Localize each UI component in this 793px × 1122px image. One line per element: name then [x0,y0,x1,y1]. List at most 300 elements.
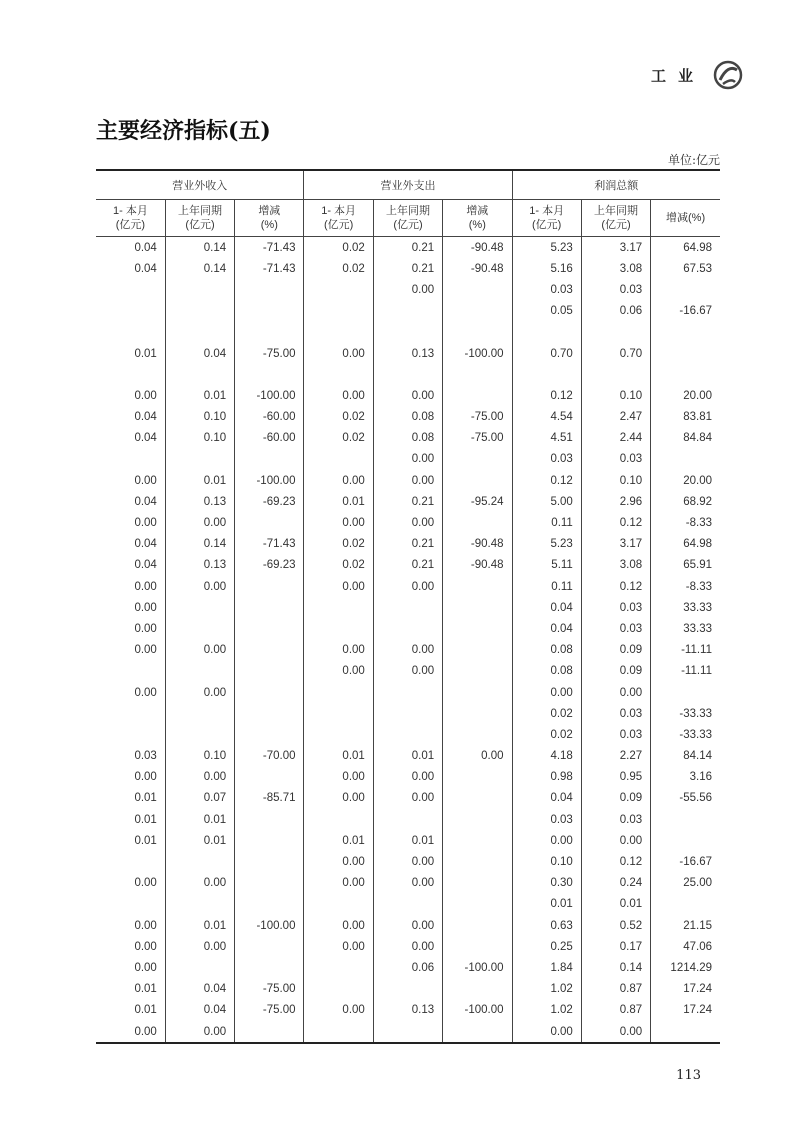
table-cell: 0.03 [134,750,157,763]
table-cell [443,618,512,639]
table-cell: 0.00 [304,470,373,491]
table-cell: 0.01 [134,983,157,996]
column-header [304,200,373,237]
table-row [96,576,720,597]
table-row [96,279,720,300]
table-cell [235,597,304,618]
table-cell: 0.17 [581,936,650,957]
column-header-line: 上年同期 [385,205,430,217]
table-cell [373,724,442,745]
table-cell [235,830,304,851]
table-cell: 0.01 [304,746,373,767]
table-cell: 0.01 [134,792,157,805]
table-cell: 0.04 [134,495,157,508]
table-cell: 0.00 [373,512,442,533]
section-header [651,60,743,90]
table-cell: 0.00 [134,961,157,974]
table-cell [165,661,234,682]
table-row [96,894,720,915]
table-cell: -75.00 [235,1000,304,1021]
table-cell [443,512,512,533]
table-cell: 0.70 [512,343,581,364]
table-cell: 0.00 [165,640,234,661]
table-cell: 0.00 [304,936,373,957]
table-cell: 0.00 [373,449,442,470]
table-row [96,428,720,449]
table-cell: 0.03 [512,449,581,470]
table-cell [443,788,512,809]
table-cell: -69.23 [235,491,304,512]
table-cell [443,809,512,830]
table-cell [165,851,234,872]
table-cell: 0.14 [165,258,234,279]
table-cell: 0.00 [373,873,442,894]
table-cell: 0.08 [512,640,581,661]
table-cell: 0.01 [134,813,157,826]
table-cell: 0.00 [373,470,442,491]
table-cell: 0.00 [512,682,581,703]
table-cell [165,301,234,322]
page-title: 主要经济指标(五) [96,118,271,144]
table-cell: 0.00 [373,385,442,406]
column-header [443,200,512,237]
table-cell: -75.00 [443,428,512,449]
table-cell: 0.24 [581,873,650,894]
table-cell: 0.00 [165,682,234,703]
table-cell: 0.00 [304,1000,373,1021]
table-cell [651,279,720,300]
table-cell: -95.24 [443,491,512,512]
table-cell [235,449,304,470]
table-cell: 0.09 [581,640,650,661]
table-cell [235,851,304,872]
table-cell [165,618,234,639]
table-cell [373,703,442,724]
table-cell: 0.08 [373,407,442,428]
table-cell [96,322,165,343]
table-cell [235,767,304,788]
table-cell: -100.00 [235,915,304,936]
column-header [373,200,442,237]
table-cell [651,343,720,364]
table-cell: 1.02 [512,1000,581,1021]
table-cell: 0.14 [165,534,234,555]
table-cell: 0.00 [304,915,373,936]
table-cell [651,809,720,830]
table-row [96,851,720,872]
table-cell: 0.04 [165,979,234,1000]
table-cell [304,894,373,915]
table-row [96,555,720,576]
table-cell: 0.01 [304,491,373,512]
table-cell: 0.00 [134,474,157,487]
table-cell: 0.00 [373,767,442,788]
table-cell: 64.98 [651,237,720,259]
table-cell: 2.47 [581,407,650,428]
table-cell [235,364,304,385]
table-cell: -90.48 [443,555,512,576]
table-cell: 0.01 [134,347,157,360]
table-cell: 0.11 [512,576,581,597]
table-cell: 0.04 [134,411,157,424]
table-cell: -90.48 [443,258,512,279]
table-cell: 3.17 [581,237,650,259]
table-cell: -100.00 [443,957,512,978]
table-cell [235,512,304,533]
table-cell: 0.03 [581,724,650,745]
table-cell: 0.00 [134,771,157,784]
table-cell: 0.01 [165,915,234,936]
column-header-line: (亿元) [323,219,354,231]
table-cell [443,936,512,957]
table-cell: 83.81 [651,407,720,428]
table-cell: 0.03 [581,449,650,470]
table-cell: 0.00 [443,746,512,767]
table-cell: -75.00 [235,979,304,1000]
table-cell: 0.21 [373,258,442,279]
table-cell: -75.00 [443,407,512,428]
column-header [235,200,304,237]
table-cell: 0.12 [581,512,650,533]
table-cell: 0.01 [134,1004,157,1017]
table-cell [443,851,512,872]
table-cell [235,661,304,682]
table-cell [235,703,304,724]
table-cell: 0.00 [134,686,157,699]
table-cell: 20.00 [651,385,720,406]
table-cell [96,851,165,872]
table-row [96,597,720,618]
table-cell [165,449,234,470]
table-cell [373,894,442,915]
table-cell: 67.53 [651,258,720,279]
table-cell: -71.43 [235,258,304,279]
table-cell [443,979,512,1000]
table-cell [443,873,512,894]
table-cell: 0.03 [581,597,650,618]
table-cell: 0.02 [304,428,373,449]
table-cell [165,703,234,724]
table-cell: 0.00 [134,877,157,890]
column-header-line: (亿元) [185,219,215,231]
table-cell [235,682,304,703]
table-cell: 0.00 [165,873,234,894]
table-cell: 0.00 [134,622,157,635]
table-cell: 0.00 [581,830,650,851]
table-cell: 0.00 [304,851,373,872]
column-header [512,200,581,237]
table-cell: 0.01 [304,830,373,851]
table-row [96,534,720,555]
table-cell [443,364,512,385]
table-cell: 0.12 [581,576,650,597]
table-cell: 4.18 [512,746,581,767]
table-cell: 0.00 [512,830,581,851]
table-row [96,237,720,259]
table-row [96,661,720,682]
table-cell [96,894,165,915]
table-cell: 0.00 [373,851,442,872]
table-cell: 0.00 [304,661,373,682]
table-cell: 0.21 [373,534,442,555]
table-cell [373,597,442,618]
column-header-line: (%) [468,219,486,231]
table-cell [165,894,234,915]
table-cell [443,301,512,322]
table-cell [443,682,512,703]
table-cell: 21.15 [651,915,720,936]
table-cell [373,364,442,385]
table-cell: 0.13 [373,343,442,364]
table-cell: 4.51 [512,428,581,449]
table-cell [165,724,234,745]
table-cell [443,279,512,300]
table-cell [304,618,373,639]
table-cell: 84.14 [651,746,720,767]
table-cell: -55.56 [651,788,720,809]
group-header-nonoperating-income: 营业外收入 [96,170,304,200]
indicator-table [96,169,720,1044]
table-row [96,301,720,322]
table-row [96,746,720,767]
table-cell: 0.00 [512,1021,581,1043]
column-header-line: (亿元) [115,219,146,231]
table-cell: 1.02 [512,979,581,1000]
table-cell [373,301,442,322]
table-cell [235,279,304,300]
table-cell [373,682,442,703]
table-cell: 5.23 [512,534,581,555]
table-row [96,830,720,851]
table-cell: -85.71 [235,788,304,809]
table-cell: 2.44 [581,428,650,449]
table-cell: 5.16 [512,258,581,279]
column-header [581,200,650,237]
table-cell: -71.43 [235,237,304,259]
table-cell: 0.01 [512,894,581,915]
table-cell [304,809,373,830]
section-label: 工业 [650,66,705,85]
table-cell [373,979,442,1000]
table-row [96,364,720,385]
table-cell: 25.00 [651,873,720,894]
table-cell: 1.84 [512,957,581,978]
table-cell: -100.00 [443,1000,512,1021]
table-row [96,703,720,724]
table-row [96,491,720,512]
table-cell: 0.04 [165,1000,234,1021]
table-cell: 0.07 [165,788,234,809]
table-row [96,258,720,279]
table-cell: 0.98 [512,767,581,788]
table-cell [443,894,512,915]
table-cell: 0.87 [581,979,650,1000]
table-cell: 0.14 [581,957,650,978]
table-cell [651,682,720,703]
table-cell: 3.16 [651,767,720,788]
table-cell: -8.33 [651,512,720,533]
table-cell: 0.06 [373,957,442,978]
column-header-line: 上年同期 [177,205,222,217]
table-cell: 47.06 [651,936,720,957]
table-cell: 0.10 [165,428,234,449]
table-row [96,682,720,703]
group-header-total-profit: 利润总额 [512,170,720,200]
table-cell [235,301,304,322]
table-cell: 0.21 [373,555,442,576]
table-cell [304,724,373,745]
table-cell: 0.04 [165,343,234,364]
table-cell: 0.00 [581,682,650,703]
column-header-line: 1- 本月 [321,205,357,217]
group-header-row [96,170,720,200]
table-cell [304,703,373,724]
unit-label: 单位:亿元 [667,153,720,167]
table-cell [165,279,234,300]
table-cell: 0.00 [373,915,442,936]
table-cell [443,385,512,406]
table-cell: -11.11 [651,640,720,661]
table-row [96,1000,720,1021]
table-cell [581,322,650,343]
table-cell [304,279,373,300]
table-cell [96,301,165,322]
table-cell: 0.25 [512,936,581,957]
table-cell: -33.33 [651,724,720,745]
table-row [96,788,720,809]
table-cell [304,449,373,470]
table-cell: 1214.29 [651,957,720,978]
table-cell: 33.33 [651,618,720,639]
table-cell [235,724,304,745]
table-row [96,873,720,894]
table-cell [235,322,304,343]
column-header-line: 1- 本月 [112,205,148,217]
table-row [96,470,720,491]
table-cell: 0.04 [134,241,157,254]
table-cell: -16.67 [651,851,720,872]
table-cell: 0.03 [512,809,581,830]
table-cell: 0.08 [373,428,442,449]
table-cell [443,597,512,618]
table-cell: 0.04 [134,559,157,572]
column-header [96,200,165,237]
table-cell [235,618,304,639]
table-cell [304,322,373,343]
table-cell [443,322,512,343]
table-cell: 0.00 [304,873,373,894]
table-cell: 0.01 [581,894,650,915]
table-cell [235,873,304,894]
table-cell: 0.00 [96,1021,165,1043]
column-header-line: (亿元) [393,219,423,231]
table-cell: -60.00 [235,407,304,428]
table-cell: 0.03 [512,279,581,300]
column-header-line: (亿元) [601,219,631,231]
table-cell: 0.13 [373,1000,442,1021]
table-cell [651,322,720,343]
table-body [96,237,720,1044]
table-cell: 0.00 [165,936,234,957]
table-cell [304,597,373,618]
table-cell: 0.00 [373,661,442,682]
group-header-nonoperating-expense: 营业外支出 [304,170,512,200]
table-cell [96,449,165,470]
table-cell: 0.12 [512,385,581,406]
table-row [96,512,720,533]
table-cell [443,915,512,936]
table-cell: 64.98 [651,534,720,555]
table-cell: 84.84 [651,428,720,449]
table-cell: -33.33 [651,703,720,724]
table-cell: 0.00 [165,1021,234,1043]
table-cell: 0.30 [512,873,581,894]
table-cell: 0.01 [165,385,234,406]
column-header-line: 增减 [466,205,489,217]
table-cell: 17.24 [651,979,720,1000]
table-cell: 0.10 [165,407,234,428]
table-row [96,343,720,364]
table-cell [443,767,512,788]
table-cell [443,724,512,745]
table-row [96,1021,720,1043]
table-cell: -100.00 [235,385,304,406]
table-cell [304,957,373,978]
table-row [96,618,720,639]
table-cell [96,661,165,682]
table-cell [373,809,442,830]
sub-header-row [96,200,720,237]
table-cell: -16.67 [651,301,720,322]
table-cell: 65.91 [651,555,720,576]
table-cell: 0.14 [165,237,234,259]
table-cell: 0.13 [165,491,234,512]
table-cell [443,449,512,470]
table-cell [443,661,512,682]
table-row [96,767,720,788]
table-cell: 0.00 [373,279,442,300]
table-cell [512,364,581,385]
table-cell: 0.01 [165,809,234,830]
table-cell: 2.96 [581,491,650,512]
table-cell: 0.08 [512,661,581,682]
column-header-line: (亿元) [532,219,562,231]
table-cell: 0.00 [373,640,442,661]
column-header [651,200,720,237]
table-cell: 0.70 [581,343,650,364]
table-cell: 0.05 [512,301,581,322]
table-cell: 0.09 [581,788,650,809]
column-header [165,200,234,237]
table-cell: 0.02 [512,724,581,745]
table-cell: -90.48 [443,237,512,259]
table-cell: 0.21 [373,491,442,512]
table-cell [651,830,720,851]
table-cell: 0.10 [581,385,650,406]
table-row [96,936,720,957]
table-row [96,640,720,661]
table-cell: -8.33 [651,576,720,597]
column-header-line: (%) [260,219,278,231]
table-cell: -11.11 [651,661,720,682]
table-cell [443,640,512,661]
table-cell [235,894,304,915]
table-cell: 0.01 [373,830,442,851]
table-cell [443,830,512,851]
table-cell: 0.03 [581,279,650,300]
table-cell: 0.21 [373,237,442,259]
table-cell [235,957,304,978]
